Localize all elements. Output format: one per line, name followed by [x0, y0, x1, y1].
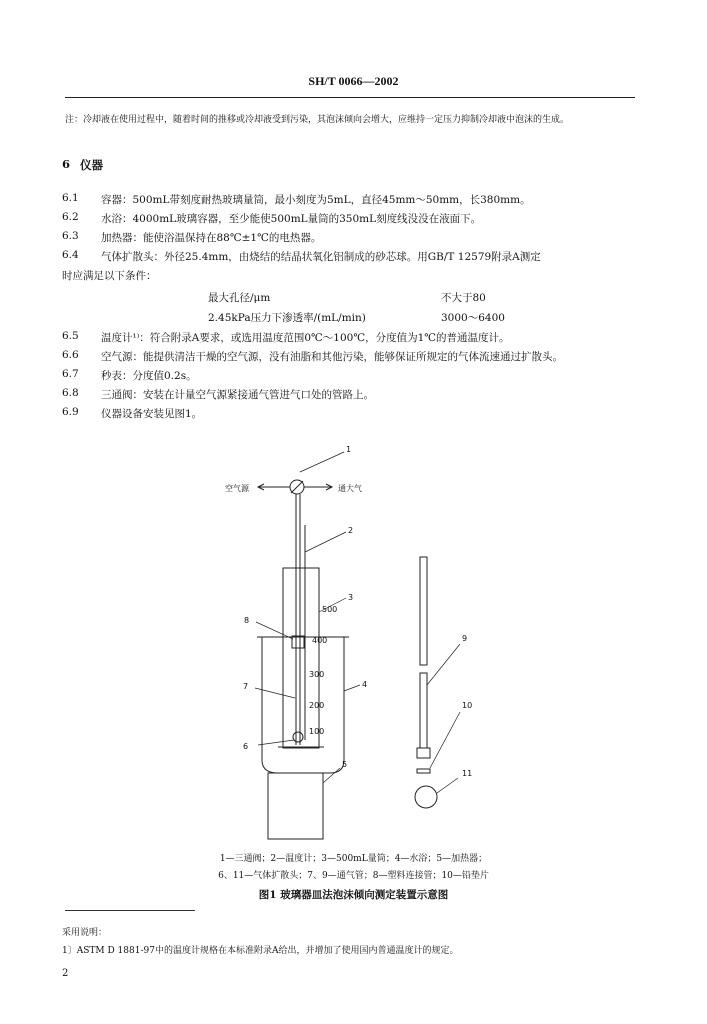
footnote-text: 1〕ASTM D 1881-97中的温度计规格在本标准附录A给出，并增加了使用国内普通温度计的规定。 [62, 946, 459, 956]
item-text: 空气源：能提供清洁干燥的空气源，没有油脂和其他污染，能够保证所规定的气体流速通过扩散头。 [101, 351, 563, 363]
item-text-continuation: 时应满足以下条件： [62, 270, 157, 282]
callout-leader [300, 452, 344, 472]
valve-handle [291, 481, 303, 493]
item-number: 6.5 [62, 330, 79, 342]
item-text: 容器：500mL带刻度耐热玻璃量筒，最小刻度为5mL，直径45mm～50mm，长380mm。 [101, 194, 531, 206]
gas-tube-part-lower [420, 673, 427, 748]
callout-number: 8 [244, 616, 250, 625]
condition-value: 不大于80 [441, 292, 486, 304]
condition-value: 3000～6400 [441, 312, 505, 324]
figure-legend-line: 1—三通阀；2—温度计；3—500mL量筒；4—水浴；5—加热器； [219, 854, 488, 864]
page-number: 2 [62, 968, 69, 979]
callout-leader [323, 768, 340, 783]
callout-leader [344, 685, 360, 691]
item-text: 加热器：能使浴温保持在88℃±1℃的电热器。 [101, 232, 322, 244]
apparatus-diagram [0, 440, 707, 850]
note-paragraph: 注：冷却液在使用过程中，随着时间的推移或冷却液受到污染，其泡沫倾向会增大，应维持一定压力抑制冷却液中泡沫的生成。 [65, 115, 570, 125]
item-number: 6.7 [62, 368, 79, 380]
callout-leader [427, 644, 460, 685]
footnote-rule [65, 910, 195, 911]
scale-mark: 100 [309, 727, 325, 736]
callout-number: 11 [462, 769, 473, 778]
gas-tube-part [420, 557, 427, 665]
figure-legend-line: 6、11—气体扩散头；7、9—通气管；8—塑料连接管；10—铅垫片 [218, 871, 489, 881]
item-number: 6.2 [62, 211, 79, 223]
callout-leader [258, 740, 294, 745]
scale-mark: 500 [322, 605, 338, 614]
item-text: 秒表：分度值0.2s。 [101, 370, 197, 382]
condition-label: 2.45kPa压力下渗透率/(mL/min) [208, 312, 366, 324]
graduated-cylinder [283, 568, 319, 748]
item-number: 6.4 [62, 249, 79, 261]
item-text: 水浴：4000mL玻璃容器，至少能使500mL量筒的350mL刻度线没没在液面下。 [101, 213, 482, 225]
water-bath [262, 637, 344, 773]
scale-mark: 200 [309, 701, 325, 710]
item-number: 6.9 [62, 406, 79, 418]
item-text: 气体扩散头：外径25.4mm，由烧结的结晶状氧化铝制成的砂芯球。用GB/T 12579附录A测定 [101, 251, 541, 263]
callout-number: 7 [243, 682, 249, 691]
plastic-connector [292, 636, 304, 648]
figure-title: 图1 玻璃器皿法泡沫倾向测定装置示意图 [258, 889, 449, 901]
item-number: 6.3 [62, 230, 79, 242]
item-text: 三通阀：安装在计量空气源紧接通气管进气口处的管路上。 [101, 389, 374, 401]
callout-leader [430, 712, 460, 768]
heater [268, 773, 323, 839]
callout-number: 1 [346, 445, 352, 454]
condition-label: 最大孔径/μm [208, 292, 271, 304]
callout-leader [305, 532, 346, 552]
callout-number: 6 [243, 742, 249, 751]
section-number: 6 [62, 157, 71, 171]
callout-number: 5 [342, 760, 348, 769]
item-number: 6.6 [62, 349, 79, 361]
item-number: 6.1 [62, 192, 79, 204]
lead-washer [417, 769, 430, 773]
section-title: 仪器 [80, 158, 103, 172]
item-number: 6.8 [62, 387, 79, 399]
callout-leader [437, 778, 458, 793]
callout-number: 9 [462, 634, 468, 643]
item-text: 仪器设备安装见图1。 [101, 408, 203, 420]
header-rule [65, 97, 635, 98]
callout-number: 2 [348, 526, 354, 535]
callout-number: 10 [462, 701, 473, 710]
footnote-heading: 采用说明： [62, 928, 108, 938]
callout-leader [256, 622, 293, 639]
air-source-label: 空气源 [225, 484, 249, 493]
vent-label: 通大气 [338, 484, 362, 493]
tube-fitting [417, 748, 430, 758]
callout-number: 3 [348, 593, 354, 602]
scale-mark: 400 [312, 636, 328, 645]
scale-mark: 300 [309, 670, 325, 679]
gas-diffuser-head [415, 786, 437, 808]
standard-code-header: SH/T 0066—2002 [308, 74, 399, 88]
callout-leader [255, 688, 295, 698]
callout-number: 4 [362, 680, 368, 689]
item-text: 温度计¹⁾：符合附录A要求，或选用温度范围0℃～100℃，分度值为1℃的普通温度计。 [101, 332, 510, 344]
gas-diffuser-ball [293, 732, 303, 742]
